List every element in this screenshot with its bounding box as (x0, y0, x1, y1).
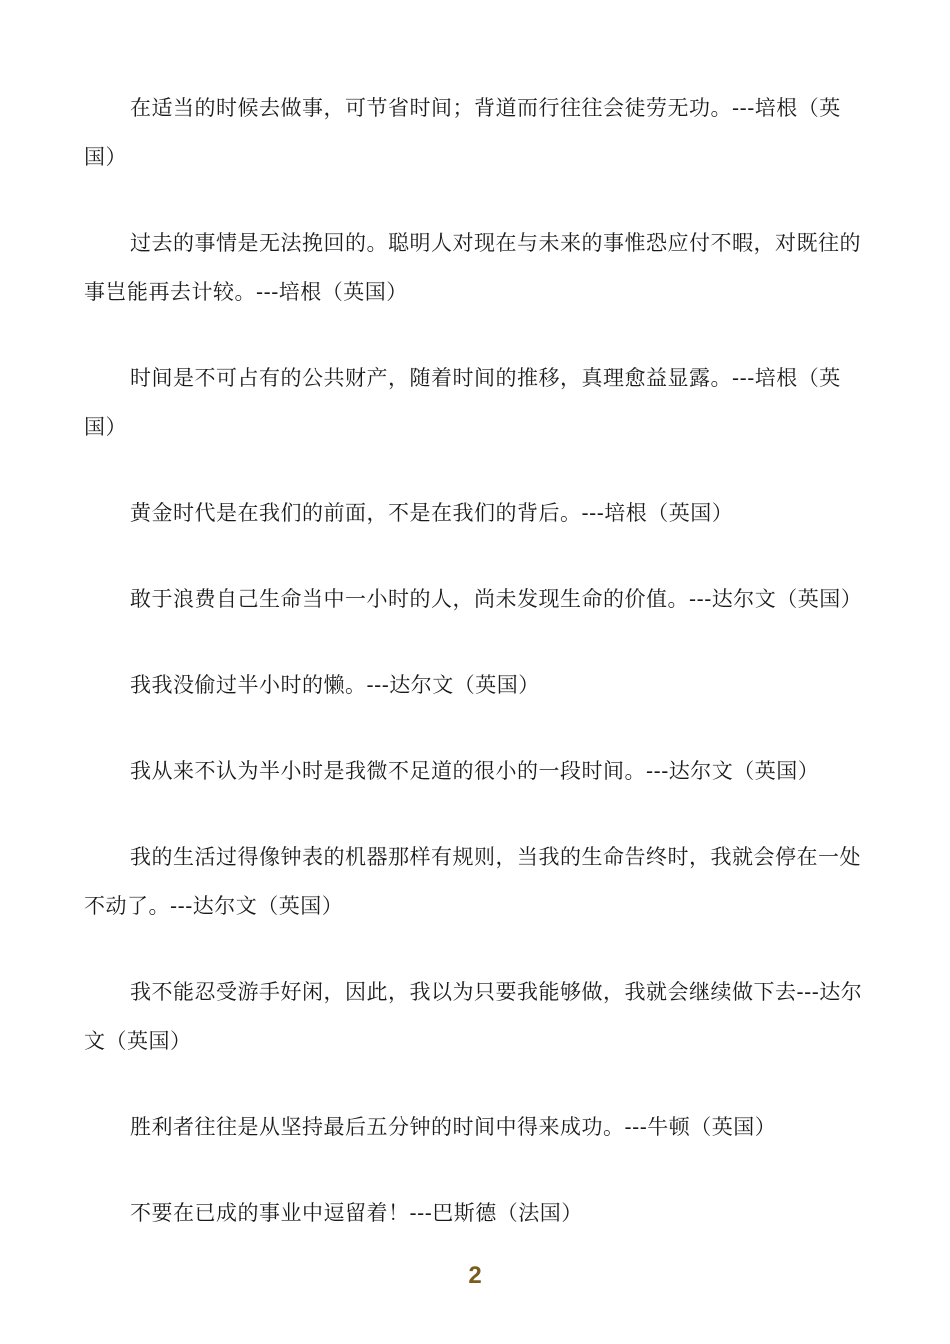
quote-paragraph: 我我没偷过半小时的懒。---达尔文（英国） (130, 673, 540, 697)
quote-list (84, 84, 866, 1275)
quote-paragraph: 我的生活过得像钟表的机器那样有规则，当我的生命告终时，我就会停在一处不动了。---达尔文（英国） (84, 845, 861, 918)
quote-paragraph: 我从来不认为半小时是我微不足道的很小的一段时间。---达尔文（英国） (130, 759, 820, 783)
quote-paragraph: 黄金时代是在我们的前面，不是在我们的背后。---培根（英国） (130, 501, 734, 525)
quote-paragraph: 我不能忍受游手好闲，因此，我以为只要我能够做，我就会继续做下去---达尔文（英国） (84, 980, 863, 1053)
quote-paragraph: 过去的事情是无法挽回的。聪明人对现在与未来的事惟恐应付不暇，对既往的事岂能再去计较。---培根（英国） (84, 231, 861, 304)
quote-paragraph: 胜利者往往是从坚持最后五分钟的时间中得来成功。---牛顿（英国） (130, 1115, 777, 1139)
quote-paragraph: 在适当的时候去做事，可节省时间；背道而行往往会徒劳无功。---培根（英国） (84, 96, 841, 169)
quote-paragraph: 敢于浪费自己生命当中一小时的人，尚未发现生命的价值。---达尔文（英国） (130, 587, 863, 611)
page-number: 2 (468, 1262, 482, 1289)
quote-paragraph: 不要在已成的事业中逗留着！---巴斯德（法国） (130, 1201, 583, 1225)
quote-paragraph: 时间是不可占有的公共财产，随着时间的推移，真理愈益显露。---培根（英国） (84, 366, 841, 439)
